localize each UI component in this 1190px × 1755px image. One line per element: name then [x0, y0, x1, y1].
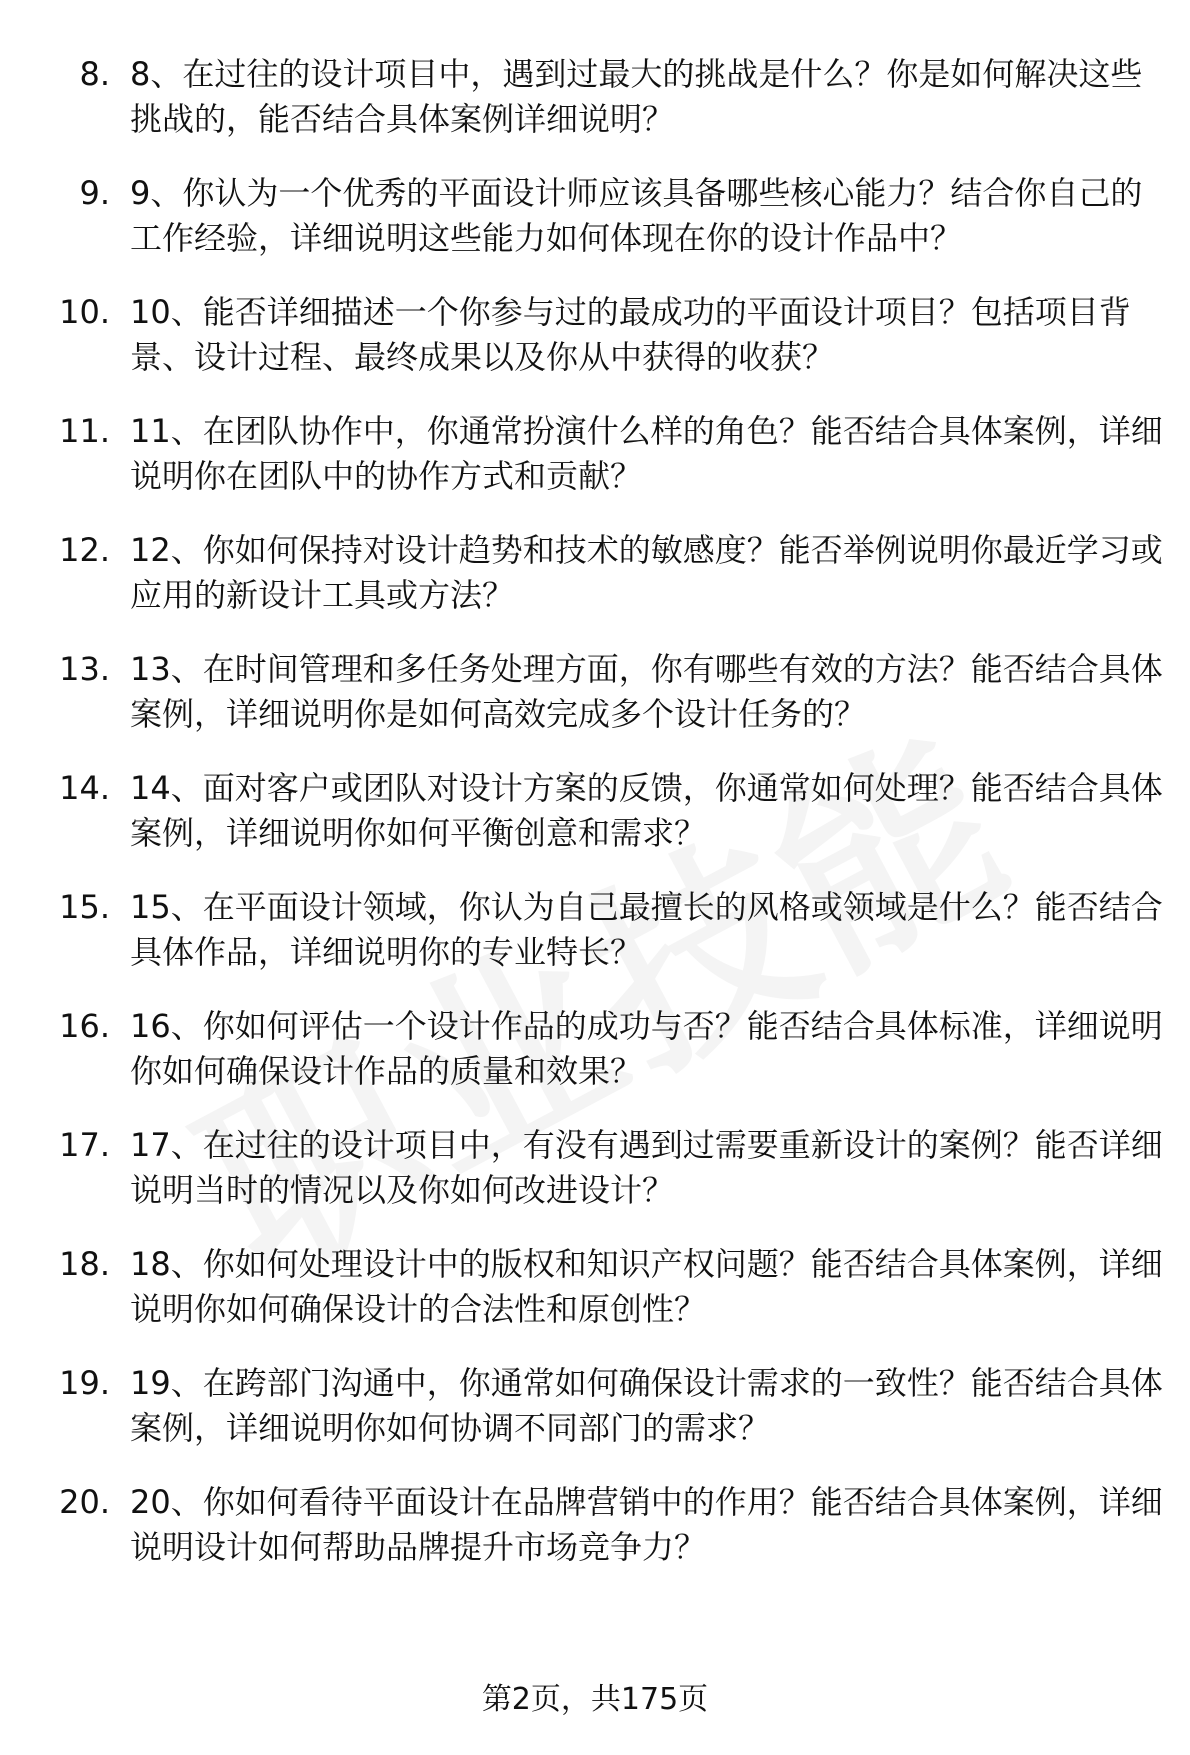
- question-text: 9、你认为一个优秀的平面设计师应该具备哪些核心能力？结合你自己的工作经验，详细说明这些能力如何体现在你的设计作品中？: [130, 174, 1143, 257]
- question-text: 19、在跨部门沟通中，你通常如何确保设计需求的一致性？能否结合具体案例，详细说明你如何协调不同部门的需求？: [130, 1364, 1163, 1447]
- question-item: [0, 766, 1190, 856]
- question-number: 16.: [59, 1007, 110, 1045]
- question-text: 16、你如何评估一个设计作品的成功与否？能否结合具体标准，详细说明你如何确保设计作品的质量和效果？: [130, 1007, 1163, 1090]
- question-item: [0, 1242, 1190, 1332]
- question-text: 15、在平面设计领域，你认为自己最擅长的风格或领域是什么？能否结合具体作品，详细说明你的专业特长？: [130, 888, 1163, 971]
- question-item: [0, 1361, 1190, 1451]
- question-text: 12、你如何保持对设计趋势和技术的敏感度？能否举例说明你最近学习或应用的新设计工具或方法？: [130, 531, 1163, 614]
- question-number: 14.: [59, 769, 110, 807]
- question-text: 8、在过往的设计项目中，遇到过最大的挑战是什么？你是如何解决这些挑战的，能否结合具体案例详细说明？: [130, 55, 1143, 138]
- question-item: [0, 171, 1190, 261]
- question-number: 11.: [59, 412, 110, 450]
- question-number: 15.: [59, 888, 110, 926]
- question-item: [0, 1480, 1190, 1570]
- question-number: 19.: [59, 1364, 110, 1402]
- question-number: 20.: [59, 1483, 110, 1521]
- page-number-label: 第2页，共175页: [481, 1682, 709, 1717]
- question-number: 12.: [59, 531, 110, 569]
- question-item: [0, 1123, 1190, 1213]
- question-text: 14、面对客户或团队对设计方案的反馈，你通常如何处理？能否结合具体案例，详细说明你如何平衡创意和需求？: [130, 769, 1163, 852]
- question-number: 18.: [59, 1245, 110, 1283]
- question-text: 11、在团队协作中，你通常扮演什么样的角色？能否结合具体案例，详细说明你在团队中的协作方式和贡献？: [130, 412, 1163, 495]
- question-number: 9.: [79, 174, 110, 212]
- question-text: 10、能否详细描述一个你参与过的最成功的平面设计项目？包括项目背景、设计过程、最终成果以及你从中获得的收获？: [130, 293, 1131, 376]
- question-item: [0, 528, 1190, 618]
- page-footer: [0, 1680, 1190, 1720]
- question-text: 18、你如何处理设计中的版权和知识产权问题？能否结合具体案例，详细说明你如何确保设计的合法性和原创性？: [130, 1245, 1163, 1328]
- question-number: 17.: [59, 1126, 110, 1164]
- question-item: [0, 52, 1190, 142]
- question-number: 10.: [59, 293, 110, 331]
- question-text: 20、你如何看待平面设计在品牌营销中的作用？能否结合具体案例，详细说明设计如何帮助品牌提升市场竞争力？: [130, 1483, 1163, 1566]
- question-number: 8.: [79, 55, 110, 93]
- question-item: [0, 1004, 1190, 1094]
- question-number: 13.: [59, 650, 110, 688]
- question-item: [0, 885, 1190, 975]
- question-text: 17、在过往的设计项目中，有没有遇到过需要重新设计的案例？能否详细说明当时的情况以及你如何改进设计？: [130, 1126, 1163, 1209]
- question-text: 13、在时间管理和多任务处理方面，你有哪些有效的方法？能否结合具体案例，详细说明你是如何高效完成多个设计任务的？: [130, 650, 1163, 733]
- question-list: [0, 52, 1190, 1599]
- question-item: [0, 647, 1190, 737]
- question-item: [0, 409, 1190, 499]
- question-item: [0, 290, 1190, 380]
